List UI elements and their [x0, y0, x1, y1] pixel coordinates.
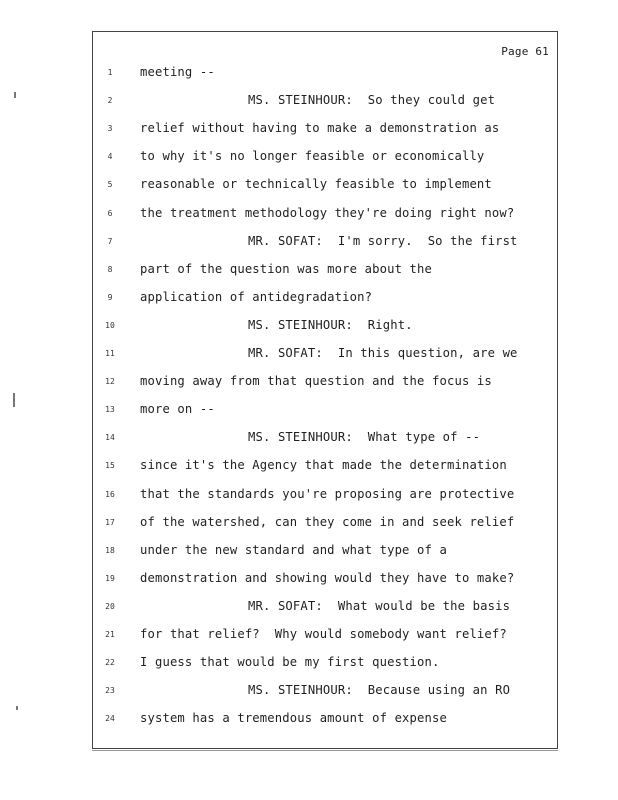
transcript-line — [93, 346, 557, 374]
line-text: MS. STEINHOUR: So they could get — [248, 93, 496, 108]
transcript-line — [93, 206, 557, 234]
transcript-line — [93, 515, 557, 543]
line-number: 1 — [107, 68, 113, 77]
line-number: 11 — [105, 349, 115, 358]
scan-mark-left-bottom — [16, 706, 18, 710]
page-number: Page 61 — [501, 45, 549, 58]
line-number: 13 — [105, 405, 115, 415]
transcript-line — [93, 149, 557, 177]
line-number: 4 — [107, 152, 113, 162]
line-text: reasonable or technically feasible to implement — [140, 177, 492, 192]
line-number: 17 — [105, 517, 115, 527]
line-number: 24 — [105, 714, 115, 724]
line-text: part of the question was more about the — [140, 261, 433, 276]
transcript-line — [93, 318, 557, 346]
line-number: 3 — [107, 124, 113, 134]
transcript-line — [93, 121, 557, 149]
line-number: 16 — [105, 489, 115, 499]
line-number: 12 — [105, 377, 115, 387]
line-number: 18 — [105, 545, 115, 555]
transcript-page — [92, 31, 558, 749]
scan-mark-bottom — [92, 750, 558, 751]
transcript-line — [93, 93, 557, 121]
line-text: more on -- — [140, 402, 215, 417]
line-number: 21 — [105, 630, 115, 639]
scan-mark-left-middle — [13, 393, 15, 407]
transcript-line — [93, 711, 557, 739]
line-text: for that relief? Why would somebody want relief? — [140, 627, 507, 641]
transcript-line — [93, 177, 557, 205]
line-text: moving away from that question and the focus is — [140, 374, 492, 389]
line-number: 9 — [107, 292, 113, 302]
line-number: 10 — [105, 320, 115, 330]
transcript-line — [93, 262, 557, 290]
line-number: 23 — [105, 686, 115, 696]
transcript-line — [93, 683, 557, 711]
line-text: MR. SOFAT: In this question, are we — [248, 346, 518, 360]
line-number: 2 — [107, 96, 113, 106]
line-text: MR. SOFAT: What would be the basis — [248, 598, 511, 613]
line-text: MS. STEINHOUR: Because using an RO — [248, 683, 511, 698]
line-text: relief without having to make a demonstration as — [140, 121, 500, 136]
line-number: 14 — [105, 433, 115, 443]
transcript-line — [93, 430, 557, 458]
transcript-line — [93, 374, 557, 402]
transcript-line — [93, 571, 557, 599]
line-text: application of antidegradation? — [140, 289, 373, 304]
transcript-line — [93, 290, 557, 318]
line-text: of the watershed, can they come in and seek relief — [140, 514, 515, 529]
line-text: system has a tremendous amount of expense — [140, 711, 447, 726]
transcript-line — [93, 599, 557, 627]
transcript-line — [93, 655, 557, 683]
transcript-line — [93, 234, 557, 262]
line-number: 22 — [105, 658, 115, 668]
line-text: MS. STEINHOUR: What type of -- — [248, 430, 481, 445]
line-text: MR. SOFAT: I'm sorry. So the first — [248, 233, 518, 248]
transcript-line — [93, 487, 557, 515]
transcript-line — [93, 627, 557, 655]
line-text: to why it's no longer feasible or economically — [140, 149, 485, 164]
line-number: 19 — [105, 573, 115, 583]
transcript-line — [93, 402, 557, 430]
line-number: 5 — [107, 180, 113, 190]
line-number: 7 — [107, 236, 113, 246]
line-text: since it's the Agency that made the determination — [140, 458, 507, 473]
transcript-line — [93, 458, 557, 486]
line-text: under the new standard and what type of a — [140, 542, 447, 557]
transcript-line — [93, 543, 557, 571]
line-text: the treatment methodology they're doing right now? — [140, 205, 515, 220]
line-number: 15 — [105, 461, 115, 471]
line-number: 6 — [107, 208, 113, 218]
line-text: that the standards you're proposing are protective — [140, 486, 515, 501]
line-number: 20 — [105, 601, 115, 611]
scan-mark-left-top — [14, 92, 16, 98]
line-number: 8 — [107, 264, 113, 274]
line-text: meeting -- — [140, 65, 215, 79]
line-text: I guess that would be my first question. — [140, 655, 440, 670]
line-text: demonstration and showing would they have to make? — [140, 570, 515, 585]
transcript-line — [93, 65, 557, 93]
line-text: MS. STEINHOUR: Right. — [248, 317, 413, 332]
